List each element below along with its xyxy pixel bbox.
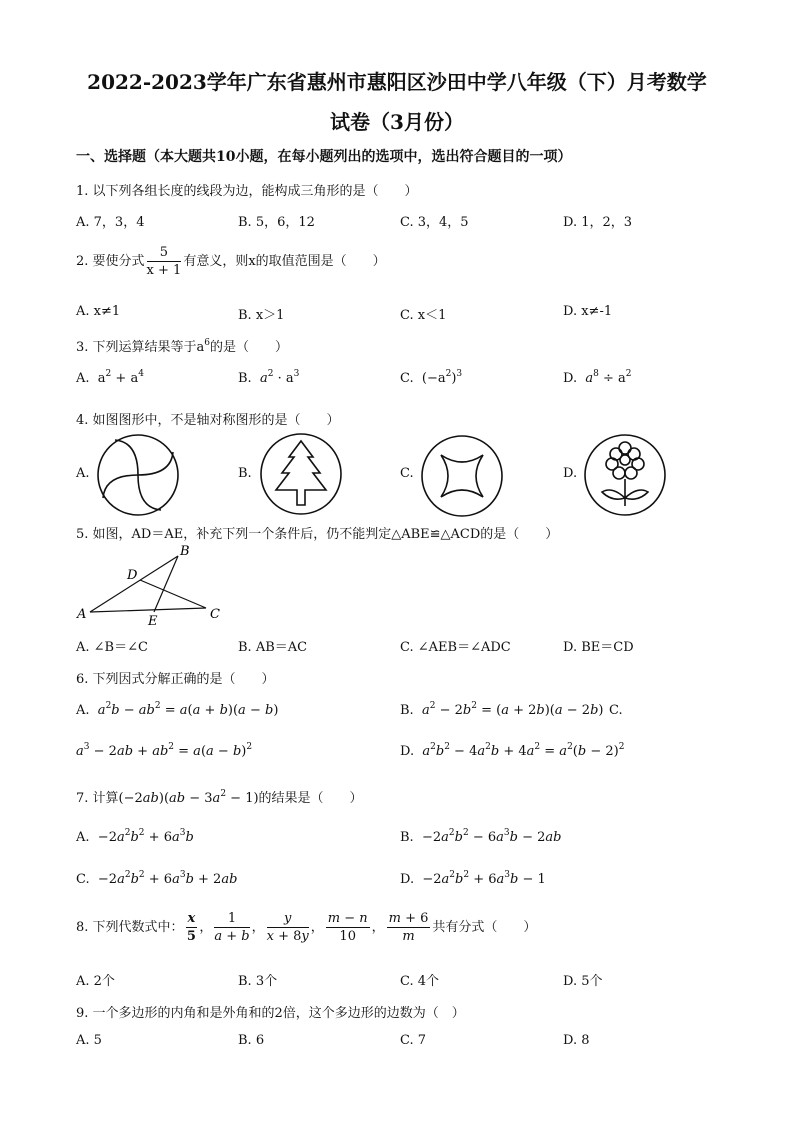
page-title-line1: 2022-2023学年广东省惠州市惠阳区沙田中学八年级（下）月考数学	[87, 70, 707, 94]
q4-option-d-label[interactable]: D.	[563, 466, 578, 481]
q1-option-b[interactable]: B. 5，6，12	[238, 215, 315, 230]
q3-option-d-label: D.	[563, 371, 578, 386]
q3-stem-text: 3. 下列运算结果等于a	[76, 340, 205, 355]
q2-option-b[interactable]: B. x＞1	[238, 308, 285, 323]
q3-option-c[interactable]: C. $(-a^2)^3$	[400, 369, 463, 386]
label-e: E	[148, 614, 158, 626]
q3-option-b-label: B.	[238, 371, 252, 386]
q8-fraction-2: $\frac{1}{a + b}$	[214, 911, 250, 944]
q1-stem: 1. 以下列各组长度的线段为边，能构成三角形的是（ ）	[76, 184, 418, 199]
q1-option-d[interactable]: D. 1，2，3	[563, 215, 633, 230]
q5-option-a[interactable]: A. ∠B＝∠C	[76, 640, 148, 655]
q9-option-d[interactable]: D. 8	[563, 1033, 590, 1048]
q8-fraction-5: $\frac{m + 6}{m}$	[388, 911, 429, 944]
q9-option-c[interactable]: C. 7	[400, 1033, 427, 1048]
label-b: B	[180, 544, 190, 559]
q2-option-c[interactable]: C. x＜1	[400, 308, 447, 323]
q7-option-b-label: B.	[400, 830, 414, 845]
q5-option-b[interactable]: B. AB＝AC	[238, 640, 308, 655]
q8-fraction-3: $\frac{y}{x + 8y}$	[266, 911, 309, 944]
q2-fraction-denominator: x + 1	[146, 263, 182, 278]
q2-stem-pre: 2. 要使分式	[76, 254, 145, 269]
q5-stem: 5. 如图，AD＝AE，补充下列一个条件后，仍不能判定△ABE≌△ACD的是（ ）	[76, 527, 559, 542]
q7-option-d-label: D.	[400, 872, 415, 887]
section-heading: 一、选择题（本大题共10小题，在每小题列出的选项中，选出符合题目的一项）	[76, 149, 572, 165]
q8-fraction-1: $\frac{x}{5}$	[186, 911, 196, 944]
q1-option-a[interactable]: A. 7，3，4	[76, 215, 145, 230]
q9-option-b[interactable]: B. 6	[238, 1033, 265, 1048]
q7-option-a[interactable]: A. $-2a^2b^2 + 6a^3b$	[76, 828, 194, 845]
q8-stem-pre: 8. 下列代数式中：	[76, 920, 184, 935]
page-title-line2: 试卷（3月份）	[330, 110, 464, 134]
q1-option-c[interactable]: C. 3，4，5	[400, 215, 469, 230]
q7-stem: 7. 计算$(-2ab)(ab - 3a^2 - 1)$的结果是（ ）	[76, 789, 363, 806]
q3-stem-exponent: 6	[204, 338, 211, 348]
q6-option-a-label: A.	[76, 703, 90, 718]
q9-stem: 9. 一个多边形的内角和是外角和的2倍，这个多边形的边数为（ ）	[76, 1006, 465, 1021]
q2-fraction-numerator: 5	[147, 244, 182, 262]
q5-option-d[interactable]: D. BE＝CD	[563, 640, 634, 655]
q3-option-d[interactable]: D. $a^8 \div a^2$	[563, 369, 632, 386]
q8-option-d[interactable]: D. 5个	[563, 974, 603, 989]
label-d: D	[127, 568, 138, 583]
q6-option-d[interactable]: D. $a^2b^2 - 4a^2b + 4a^2 = a^2(b - 2)^2$	[400, 742, 625, 759]
q3-stem	[76, 336, 288, 355]
flower-figure[interactable]	[582, 432, 668, 518]
q2-fraction	[147, 244, 182, 279]
q8-stem: 8. 下列代数式中： $\frac{x}{5}$ ， $\frac{1}{a + b}$ ， $\frac{y}{x + 8y}$ ， $\frac{m - n}{10}$ ， $\frac{m + 6}{m}$ 共有分式（ ）	[76, 911, 537, 944]
q3-option-b[interactable]: B. $a^2 \cdot a^3$	[238, 369, 300, 386]
q6-option-b[interactable]: B. $a^2 - 2b^2 = (a + 2b)(a - 2b)$	[400, 701, 604, 718]
q7-option-a-label: A.	[76, 830, 90, 845]
q3-option-c-label: C.	[400, 371, 414, 386]
q7-option-d[interactable]: D. $-2a^2b^2 + 6a^3b - 1$	[400, 870, 546, 887]
q4-option-a-label[interactable]: A.	[76, 466, 90, 481]
triangle-figure	[74, 542, 234, 626]
concave-square-figure[interactable]	[419, 433, 505, 519]
q3-option-a[interactable]: A. $a^2 + a^4$	[76, 369, 144, 386]
q3-stem-post: 的是（ ）	[210, 340, 289, 355]
q8-option-c[interactable]: C. 4个	[400, 974, 440, 989]
q4-option-b-label[interactable]: B.	[238, 466, 252, 481]
q2-option-a[interactable]: A. x≠1	[76, 304, 121, 319]
q7-stem-post: 的结果是（ ）	[258, 791, 363, 806]
label-a: A	[77, 607, 87, 622]
q2-stem	[76, 244, 386, 279]
q6-option-d-label: D.	[400, 744, 415, 759]
q7-stem-pre: 7. 计算	[76, 791, 119, 806]
q4-option-c-label[interactable]: C.	[400, 466, 414, 481]
q6-option-c-label[interactable]: C.	[609, 703, 623, 718]
q8-stem-post: 共有分式（ ）	[432, 920, 537, 935]
q6-option-b-label: B.	[400, 703, 414, 718]
q7-option-c-label: C.	[76, 872, 90, 887]
q4-stem: 4. 如图图形中，不是轴对称图形的是（ ）	[76, 413, 340, 428]
q2-stem-post: 有意义，则x的取值范围是（ ）	[183, 254, 386, 269]
q5-option-c[interactable]: C. ∠AEB＝∠ADC	[400, 640, 511, 655]
q8-fraction-4: $\frac{m - n}{10}$	[327, 911, 368, 944]
pine-tree-figure[interactable]	[258, 431, 344, 517]
q7-option-b[interactable]: B. $-2a^2b^2 - 6a^3b - 2ab$	[400, 828, 562, 845]
q6-option-c[interactable]: $a^3 - 2ab + ab^2 = a(a - b)^2$	[76, 742, 253, 759]
q9-option-a[interactable]: A. 5	[76, 1033, 102, 1048]
q7-option-c[interactable]: C. $-2a^2b^2 + 6a^3b + 2ab$	[76, 870, 238, 887]
q8-option-a[interactable]: A. 2个	[76, 974, 115, 989]
q2-option-d[interactable]: D. x≠-1	[563, 304, 613, 319]
label-c: C	[210, 607, 220, 622]
q8-option-b[interactable]: B. 3个	[238, 974, 278, 989]
q3-option-a-label: A.	[76, 371, 90, 386]
q6-option-a[interactable]: A. $a^2b - ab^2 = a(a + b)(a - b)$	[76, 701, 279, 718]
pinwheel-figure[interactable]	[95, 432, 181, 518]
q6-stem: 6. 下列因式分解正确的是（ ）	[76, 672, 275, 687]
